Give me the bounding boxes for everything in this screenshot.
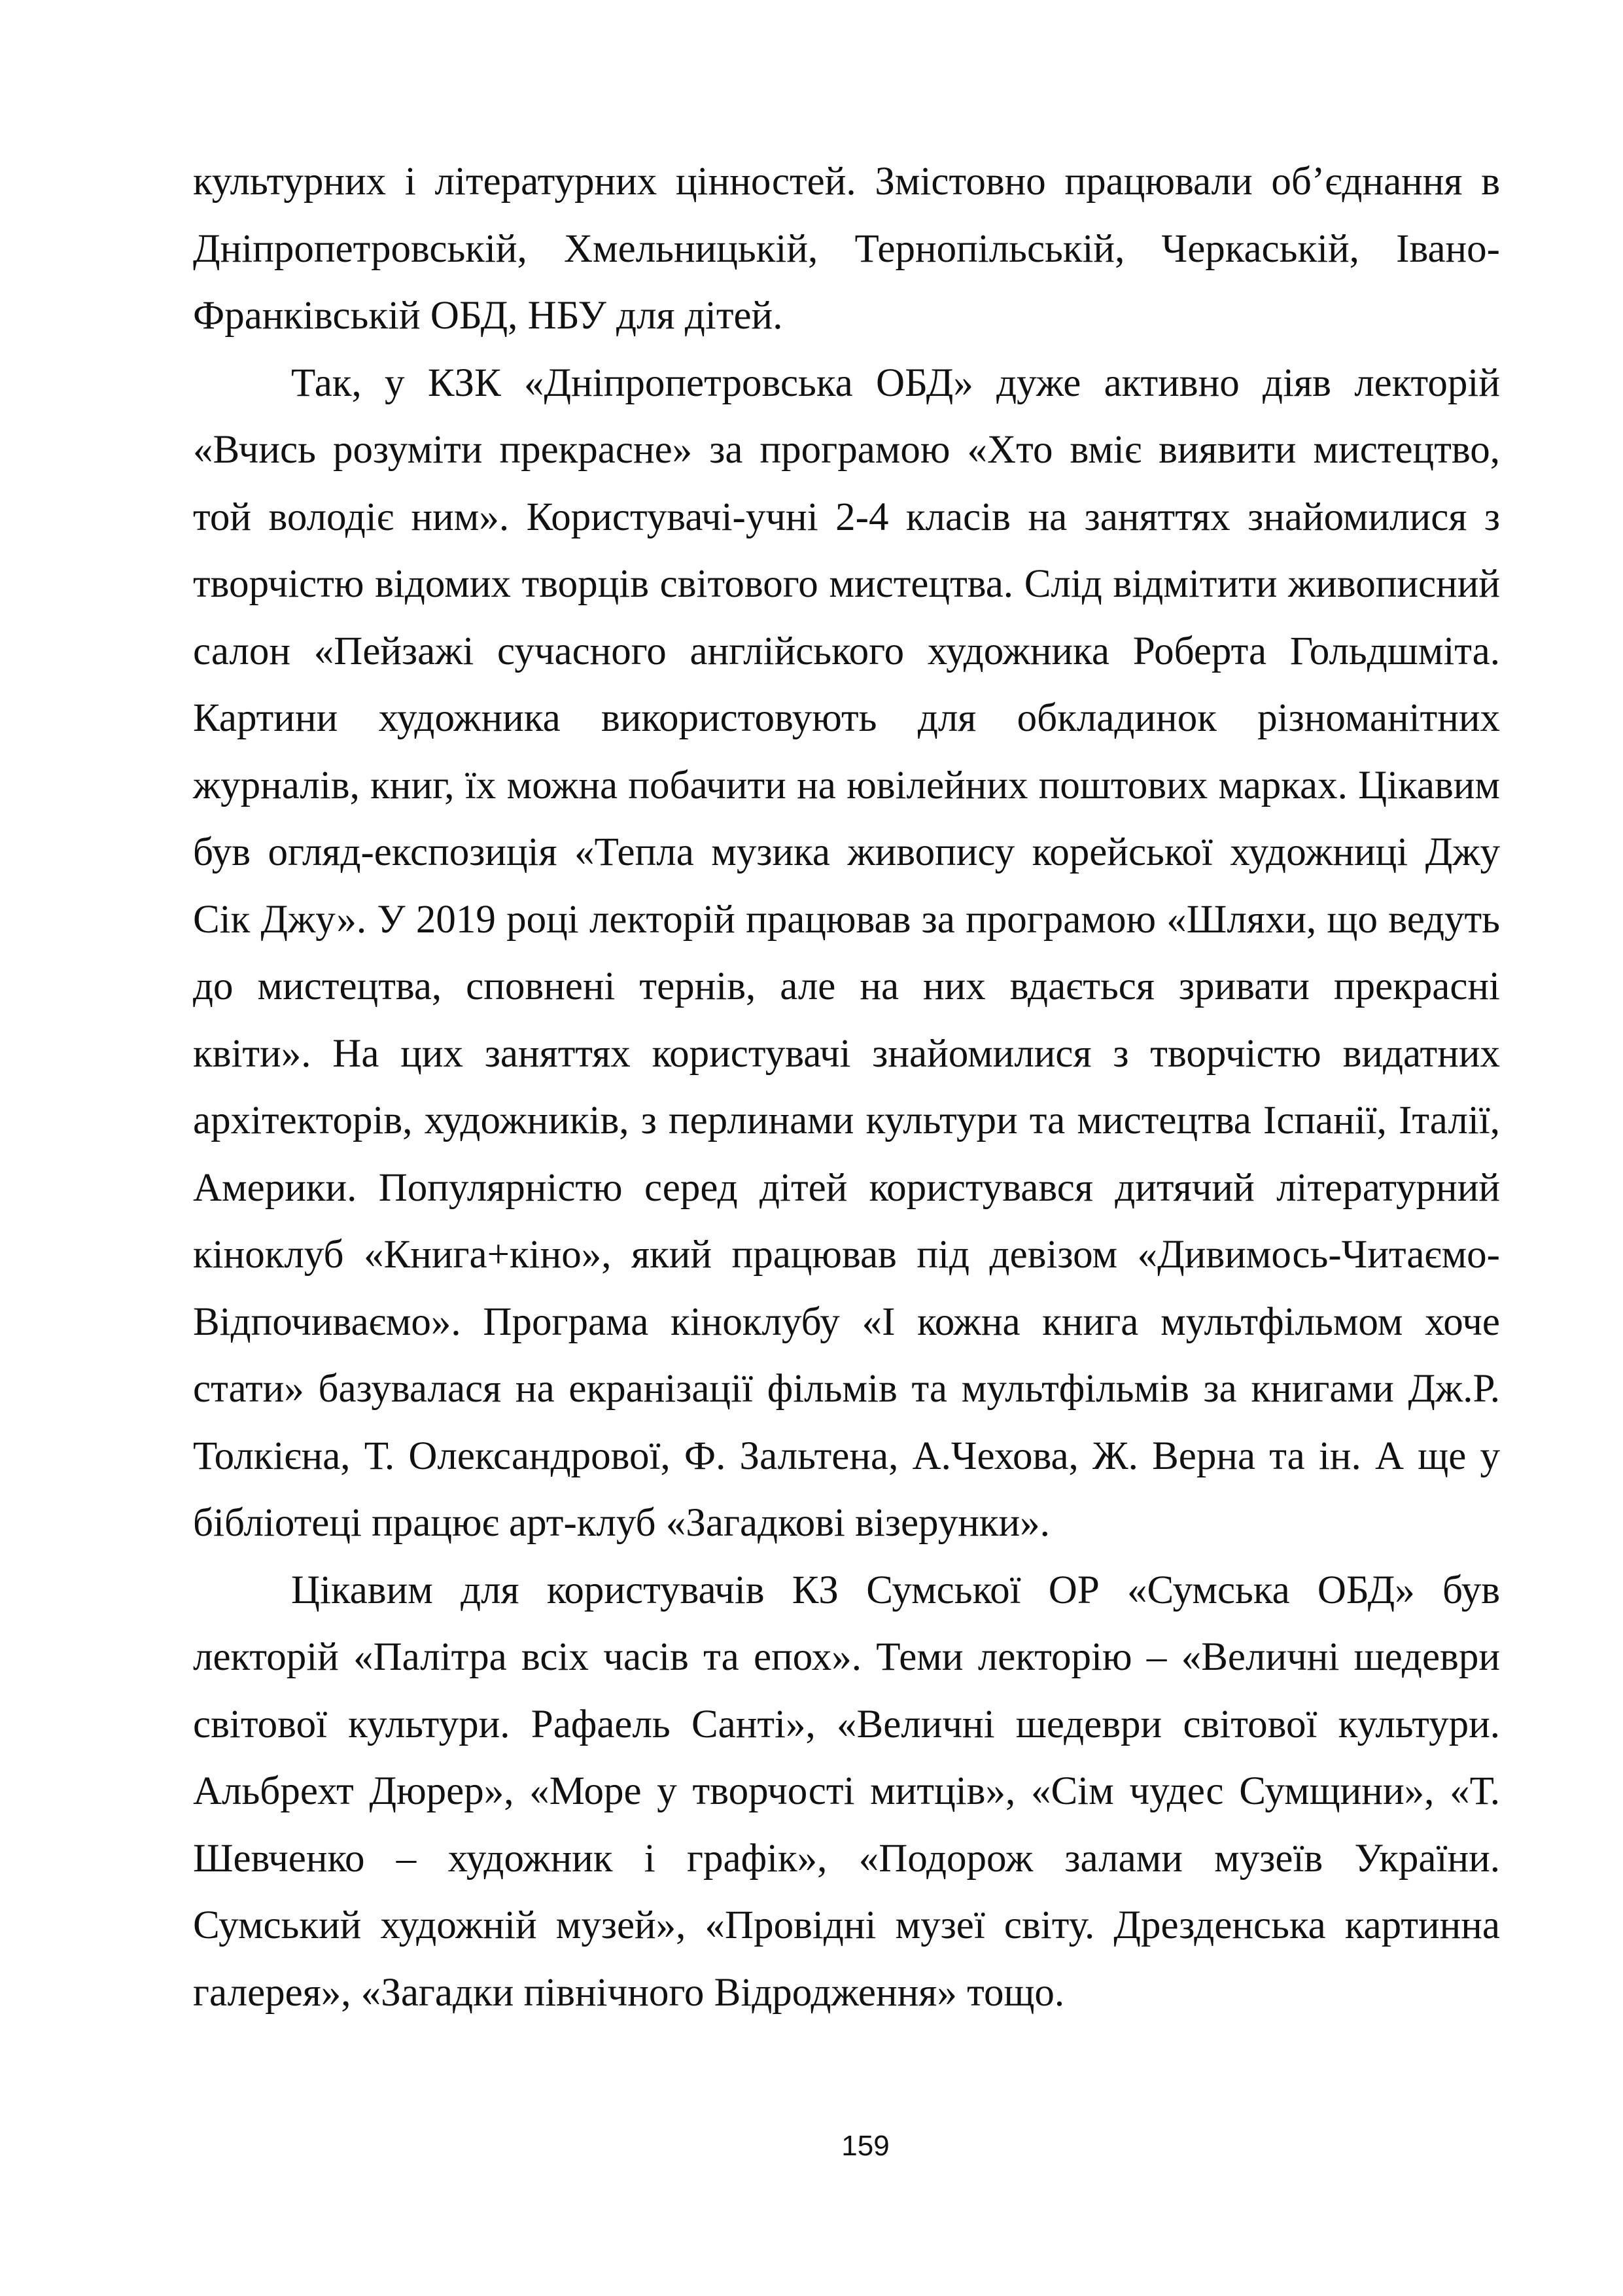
page-number: 159 (841, 2130, 890, 2162)
page-body (193, 149, 1500, 2026)
paragraph-2: Так, у КЗК «Дніпропетровська ОБД» дуже активно діяв лекторій «Вчись розуміти прекрасне» за програмою «Хто вміє виявити мистецтво, той володіє ним». Користувачі-учні 2-4 класів на заняттях знайомилися з творчістю відомих творців світового мистецтва. Слід відмітити живописний салон «Пейзажі сучасного англійського художника Роберта Гольдшміта. Картини художника використовують для обкладинок різноманітних журналів, книг, їх можна побачити на ювілейних поштових марках. Цікавим був огляд-експозиція «Тепла музика живопису корейської художниці Джу Сік Джу». У 2019 році лекторій працював за програмою «Шляхи, що ведуть до мистецтва, сповнені тернів, але на них вдається зривати прекрасні квіти». На цих заняттях користувачі знайомилися з творчістю видатних архітекторів, художників, з перлинами культури та мистецтва Іспанії, Італії, Америки. Популярністю серед дітей користувався дитячий літературний кіноклуб «Книга+кіно», який працював під девізом «Дивимось-Читаємо-Відпочиваємо». Програма кіноклубу «І кожна книга мультфільмом хоче стати» базувалася на екранізації фільмів та мультфільмів за книгами Дж.Р. Толкієна, Т. Олександрової, Ф. Зальтена, А.Чехова, Ж. Верна та ін. А ще у бібліотеці працює арт-клуб «Загадкові візерунки». (193, 361, 1500, 1545)
paragraph-1: культурних і літературних цінностей. Змістовно працювали об’єднання в Дніпропетровській, Хмельницькій, Тернопільській, Черкаській, Івано-Франківській ОБД, НБУ для дітей. (193, 160, 1500, 338)
paragraph-3: Цікавим для користувачів КЗ Сумської ОР «Сумська ОБД» був лекторій «Палітра всіх часів та епох». Теми лекторію – «Величні шедеври світової культури. Рафаель Санті», «Величні шедеври світової культури. Альбрехт Дюрер», «Море у творчості митців», «Сім чудес Сумщини», «Т. Шевченко – художник і графік», «Подорож залами музеїв України. Сумський художній музей», «Провідні музеї світу. Дрезденська картинна галерея», «Загадки північного Відродження» тощо. (193, 1568, 1500, 2015)
